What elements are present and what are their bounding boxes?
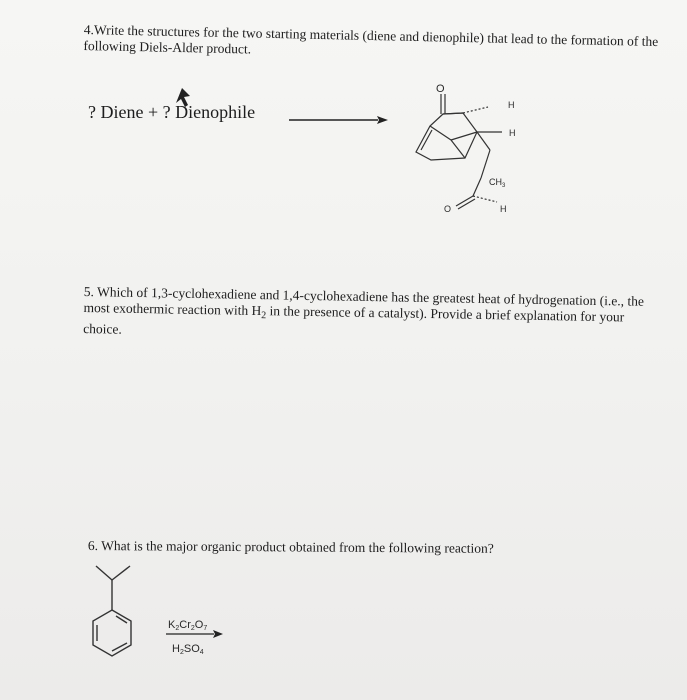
diels-alder-product-structure xyxy=(416,94,502,209)
question-5-text: 5. Which of 1,3-cyclohexadiene and 1,4-cyclohexadiene has the greatest heat of hydrogenation (i.e., the most exothermic reaction with $H_2$ in the presence of a catalyst). Provide a brief explanation for your choice. xyxy=(83,284,645,337)
product-label-h-bottom: H xyxy=(500,204,507,214)
question-4-reactants: ? Diene + ? Dienophile xyxy=(88,102,256,122)
product-label-o-bottom: O xyxy=(444,204,452,214)
mouse-cursor-icon xyxy=(176,88,190,107)
reagent-acid: H2SO4 xyxy=(172,643,204,656)
product-label-ch3: $CH_3$ xyxy=(489,177,506,189)
product-label-h-top: H xyxy=(508,100,515,110)
product-label-h-right: H xyxy=(509,128,516,138)
product-label-o-top: O xyxy=(436,83,445,95)
question-6-text: 6. What is the major organic product obtained from the following reaction? xyxy=(87,538,494,556)
reagent-oxidant: K2Cr2O7 xyxy=(168,619,208,632)
reaction-arrow-q4 xyxy=(289,116,388,124)
question-4-text: 4.Write the structures for the two starting materials (diene and dienophile) that lead to the formation of the following Diels-Alder product. xyxy=(83,22,659,57)
isopropylbenzene-structure xyxy=(93,566,131,656)
